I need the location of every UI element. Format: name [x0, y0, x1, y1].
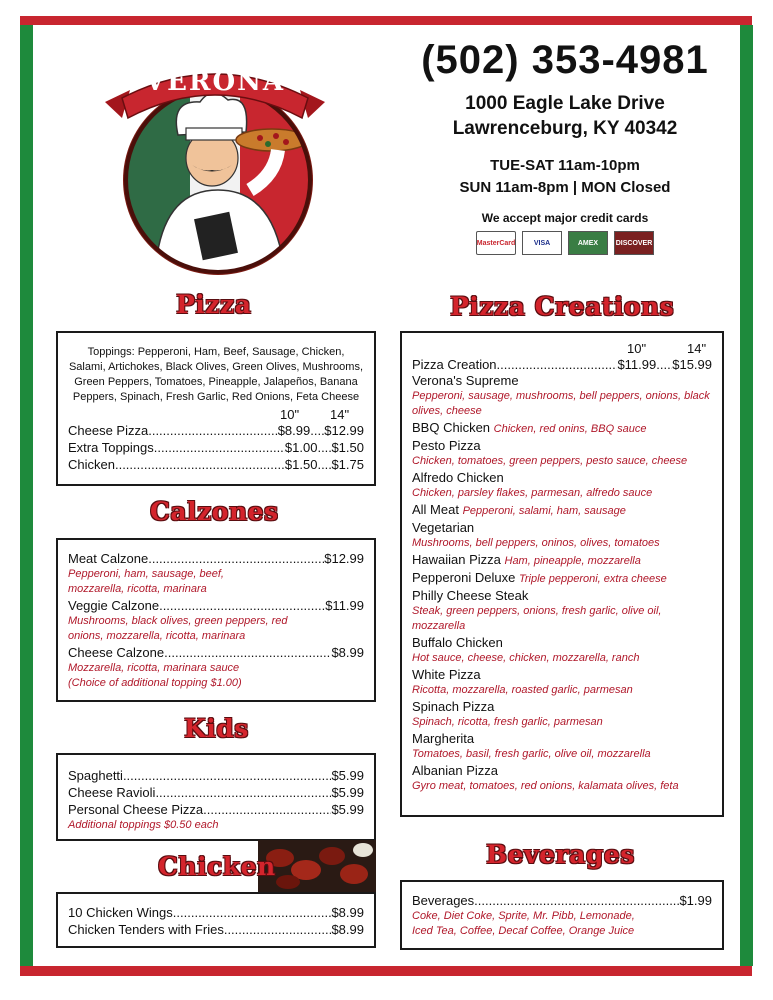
pizza-title: Pizza: [176, 290, 252, 319]
creation-name: [412, 699, 712, 715]
item-description: Mushrooms, bell peppers, oninos, olives, tomatoes: [412, 537, 660, 549]
item-description: Spinach, ricotta, fresh garlic, parmesan: [412, 716, 603, 728]
address-line-2: Lawrenceburg, KY 40342: [452, 118, 678, 139]
creation-name: [412, 667, 712, 683]
creation-name: [412, 635, 712, 651]
creation-label: White Pizza: [412, 667, 481, 682]
size-10: 10": [627, 341, 647, 356]
phone-number[interactable]: (502) 353-4981: [421, 38, 709, 82]
menu-item[interactable]: Personal Cheese Pizza ..... $5.99: [68, 801, 364, 818]
creation-item[interactable]: [412, 635, 712, 666]
creation-item[interactable]: [412, 588, 712, 634]
hours-line-2: SUN 11am-8pm | MON Closed: [459, 179, 671, 196]
discover-icon: DISCOVER: [614, 231, 654, 255]
chicken-box: [56, 892, 376, 948]
item-description: Pepperoni, salami, ham, sausage: [462, 505, 626, 517]
item-description: Chicken, parsley flakes, parmesan, alfredo sauce: [412, 487, 653, 499]
creation-item[interactable]: [412, 470, 712, 501]
creation-name: [412, 731, 712, 747]
pizza-box: [56, 331, 376, 486]
item-description: (Choice of additional topping $1.00): [68, 677, 242, 689]
border-top: [20, 16, 752, 25]
creation-item[interactable]: [412, 570, 712, 587]
size-14: 14": [687, 341, 707, 356]
item-description: Ricotta, mozzarella, roasted garlic, parmesan: [412, 684, 633, 696]
creation-item[interactable]: [412, 438, 712, 469]
creation-label: Vegetarian: [412, 520, 475, 535]
creation-label: Spinach Pizza: [412, 699, 495, 714]
creation-label: Pepperoni Deluxe: [412, 570, 516, 585]
border-left: [20, 25, 33, 966]
menu-item[interactable]: Extra Toppings ..... $1.00 ..... $1.50: [68, 439, 364, 456]
creation-item[interactable]: [412, 763, 712, 794]
item-description: Mushrooms, black olives, green peppers, red: [68, 615, 288, 627]
item-description: Pepperoni, ham, sausage, beef,: [68, 568, 224, 580]
creation-label: Hawaiian Pizza: [412, 552, 501, 567]
item-description: Gyro meat, tomatoes, red onions, kalamata olives, feta: [412, 780, 679, 792]
logo-text: VERONA: [144, 67, 286, 97]
kids-title: Kids: [184, 714, 249, 743]
item-description: Steak, green peppers, onions, fresh garlic, olive oil, mozzarella: [412, 605, 662, 632]
calzones-title: Calzones: [150, 497, 279, 526]
creation-item[interactable]: [412, 520, 712, 551]
verona-chef-logo: [100, 40, 330, 275]
pizza-creations-box: [400, 331, 724, 817]
item-description: Ham, pineapple, mozzarella: [504, 555, 641, 567]
creation-name: [412, 520, 712, 536]
creation-name: [412, 420, 712, 437]
border-right: [740, 25, 753, 966]
beverages-title: Beverages: [486, 840, 635, 869]
creation-label: Pesto Pizza: [412, 438, 481, 453]
creation-name: [412, 438, 712, 454]
toppings-list: Toppings: Pepperoni, Ham, Beef, Sausage, Chicken, Salami, Artichokes, Black Olives, Green Olives, Mushrooms, Green Peppers, Tomatoes, Pineapple, Jalapeños, Banana Peppers, Spinach, Fresh Garlic, Red Onions, Feta Cheese: [68, 346, 364, 403]
creation-name: [412, 552, 712, 569]
creation-item[interactable]: [412, 731, 712, 762]
creation-name: [412, 502, 712, 519]
creation-item[interactable]: [412, 667, 712, 698]
creation-item[interactable]: [412, 420, 712, 437]
border-bottom: [20, 966, 752, 976]
item-description: Mozzarella, ricotta, marinara sauce: [68, 662, 240, 674]
hours-line-1: TUE-SAT 11am-10pm: [490, 157, 640, 174]
size-10: 10": [280, 407, 300, 422]
cards-note: We accept major credit cards: [481, 211, 649, 225]
menu-item[interactable]: 10 Chicken Wings ..... $8.99: [68, 904, 364, 921]
creation-item[interactable]: [412, 552, 712, 569]
size-14: 14": [330, 407, 350, 422]
creation-name: [412, 373, 712, 389]
creation-name: [412, 763, 712, 779]
menu-item[interactable]: Pizza Creation ..... $11.99 ..... $15.99: [412, 356, 712, 373]
item-description: Triple pepperoni, extra cheese: [518, 573, 667, 585]
amex-icon: AMEX: [568, 231, 608, 255]
menu-item[interactable]: Beverages ..... $1.99: [412, 892, 712, 909]
creation-name: [412, 588, 712, 604]
kids-note: Additional toppings $0.50 each: [68, 819, 219, 831]
credit-card-logos: [400, 231, 730, 255]
creation-label: Margherita: [412, 731, 475, 746]
item-description: Coke, Diet Coke, Sprite, Mr. Pibb, Lemonade,: [412, 910, 635, 922]
calzones-box: [56, 538, 376, 702]
item-description: Tomatoes, basil, fresh garlic, olive oil, mozzarella: [412, 748, 651, 760]
menu-item[interactable]: Meat Calzone ..... $12.99: [68, 550, 364, 567]
beverages-box: [400, 880, 724, 950]
creation-item[interactable]: [412, 502, 712, 519]
creation-item[interactable]: [412, 373, 712, 419]
creation-label: Buffalo Chicken: [412, 635, 503, 650]
item-description: Chicken, tomatoes, green peppers, pesto sauce, cheese: [412, 455, 688, 467]
creations-size-header: [412, 341, 712, 356]
menu-item[interactable]: Veggie Calzone ..... $11.99: [68, 597, 364, 614]
menu-item[interactable]: Chicken ..... $1.50 ..... $1.75: [68, 456, 364, 473]
creation-name: [412, 470, 712, 486]
menu-item[interactable]: Cheese Calzone ..... $8.99: [68, 644, 364, 661]
mastercard-icon: MasterCard: [476, 231, 516, 255]
creation-item[interactable]: [412, 699, 712, 730]
creation-label: All Meat: [412, 502, 459, 517]
item-description: Pepperoni, sausage, mushrooms, bell peppers, onions, black olives, cheese: [412, 390, 710, 417]
creation-label: Alfredo Chicken: [412, 470, 504, 485]
pizza-size-header: [68, 407, 364, 422]
item-description: mozzarella, ricotta, marinara: [68, 583, 207, 595]
item-description: onions, mozzarella, ricotta, marinara: [68, 630, 246, 642]
hours: [400, 155, 730, 199]
chicken-title: Chicken: [158, 852, 276, 881]
menu-item[interactable]: Spaghetti ..... $5.99: [68, 767, 364, 784]
creation-label: Philly Cheese Steak: [412, 588, 529, 603]
creation-label: Verona's Supreme: [412, 373, 519, 388]
item-description: Iced Tea, Coffee, Decaf Coffee, Orange Juice: [412, 925, 635, 937]
creation-label: BBQ Chicken: [412, 420, 491, 435]
address: [400, 91, 730, 141]
creation-name: [412, 570, 712, 587]
menu-item[interactable]: Chicken Tenders with Fries ..... $8.99: [68, 921, 364, 938]
kids-box: [56, 753, 376, 841]
address-line-1: 1000 Eagle Lake Drive: [465, 93, 665, 114]
item-description: Hot sauce, cheese, chicken, mozzarella, ranch: [412, 652, 640, 664]
visa-icon: VISA: [522, 231, 562, 255]
item-description: Chicken, red onins, BBQ sauce: [493, 423, 647, 435]
creations-list: [412, 373, 712, 794]
restaurant-info: [400, 38, 730, 255]
menu-item[interactable]: Cheese Pizza ..... $8.99 ..... $12.99: [68, 422, 364, 439]
creation-label: Albanian Pizza: [412, 763, 498, 778]
pizza-creations-title: Pizza Creations: [450, 292, 675, 321]
menu-item[interactable]: Cheese Ravioli ..... $5.99: [68, 784, 364, 801]
